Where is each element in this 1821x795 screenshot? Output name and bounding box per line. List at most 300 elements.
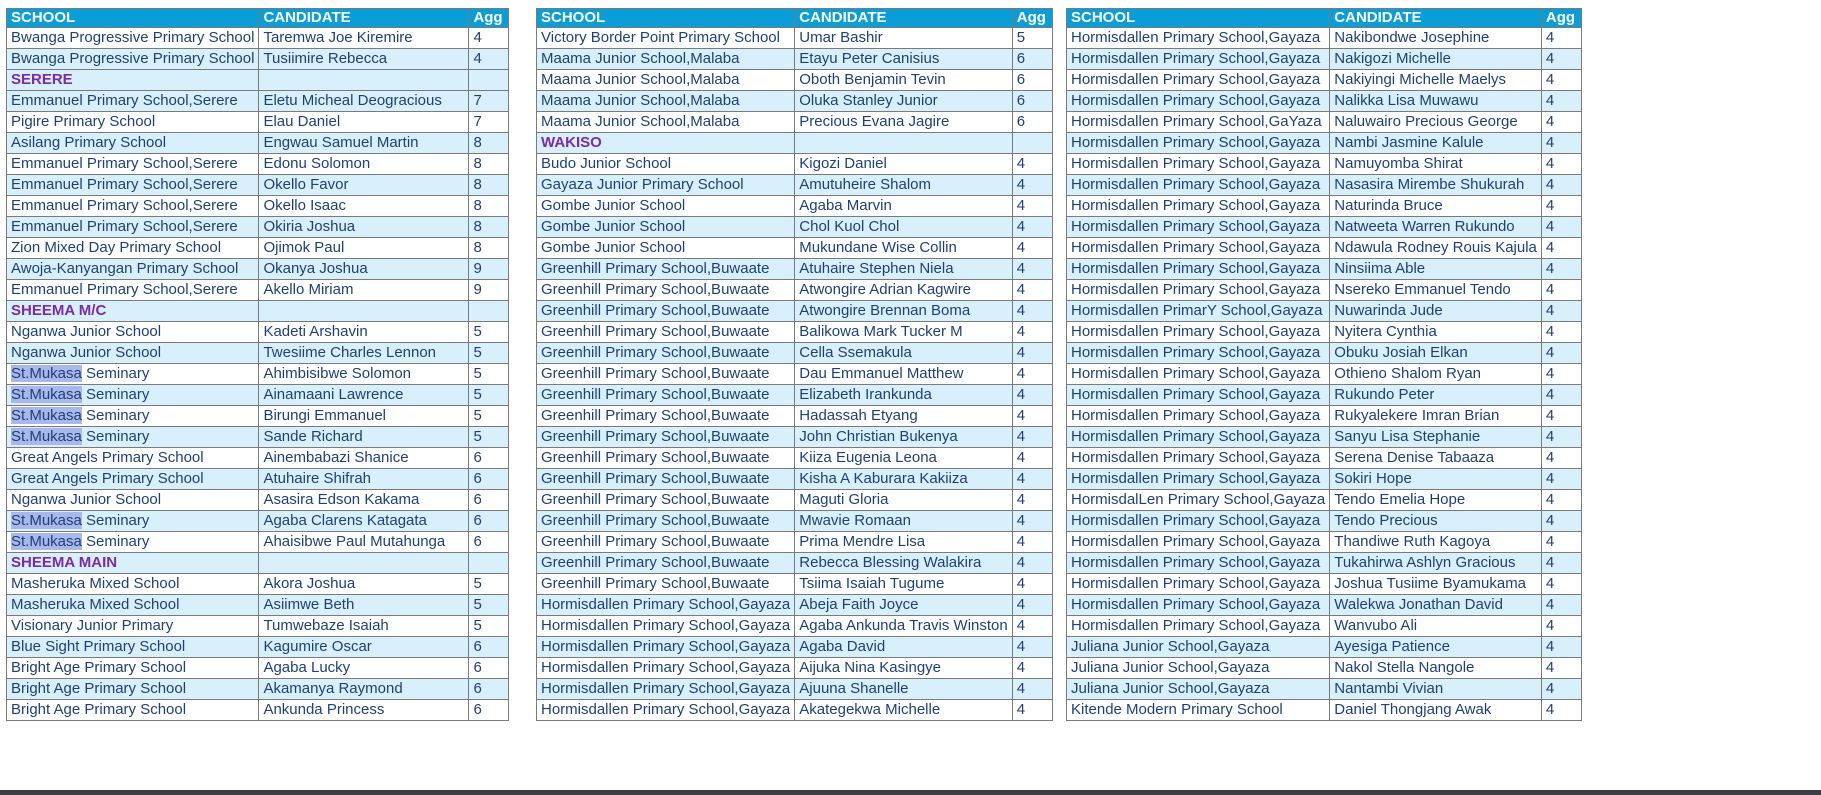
table-row (537, 511, 1053, 532)
agg-cell: 5 (469, 595, 509, 616)
candidate-cell: Nuwarinda Jude (1330, 301, 1542, 322)
candidate-cell: Etayu Peter Canisius (795, 49, 1012, 70)
agg-cell: 4 (1541, 259, 1581, 280)
agg-cell: 4 (1012, 154, 1052, 175)
agg-cell: 5 (469, 364, 509, 385)
table-row (1067, 679, 1582, 700)
school-cell: Greenhill Primary School,Buwaate (537, 343, 795, 364)
table-row (1067, 511, 1582, 532)
agg-cell: 4 (1541, 133, 1581, 154)
school-cell: Hormisdallen Primary School,Gayaza (1067, 511, 1330, 532)
agg-cell: 4 (1012, 280, 1052, 301)
candidate-cell: Akora Joshua (259, 574, 469, 595)
candidate-cell: Tumwebaze Isaiah (259, 616, 469, 637)
agg-cell: 8 (469, 133, 509, 154)
school-cell: Greenhill Primary School,Buwaate (537, 364, 795, 385)
school-cell: Hormisdallen Primary School,Gayaza (537, 616, 795, 637)
table-row (1067, 133, 1582, 154)
agg-cell: 4 (1012, 658, 1052, 679)
school-cell: Greenhill Primary School,Buwaate (537, 322, 795, 343)
table-row (7, 700, 509, 721)
agg-cell: 8 (469, 238, 509, 259)
agg-cell: 4 (1541, 490, 1581, 511)
table-row (1067, 280, 1582, 301)
school-cell: Bright Age Primary School (7, 700, 259, 721)
agg-cell: 6 (469, 511, 509, 532)
table-row (1067, 91, 1582, 112)
agg-cell: 6 (1012, 112, 1052, 133)
table-1 (6, 8, 509, 721)
candidate-cell: Oluka Stanley Junior (795, 91, 1012, 112)
school-cell (7, 406, 259, 427)
highlighted-text: St.Mukasa (11, 428, 82, 445)
table-row (7, 427, 509, 448)
empty-cell (469, 553, 509, 574)
table-row (1067, 595, 1582, 616)
school-cell: Greenhill Primary School,Buwaate (537, 406, 795, 427)
table-row (537, 364, 1053, 385)
agg-cell: 5 (469, 385, 509, 406)
candidate-cell: Agaba Lucky (259, 658, 469, 679)
candidate-cell: Akello Miriam (259, 280, 469, 301)
agg-cell: 4 (1012, 322, 1052, 343)
agg-cell: 6 (469, 469, 509, 490)
school-cell: Masheruka Mixed School (7, 574, 259, 595)
table-row (537, 448, 1053, 469)
table-row (1067, 532, 1582, 553)
school-cell: HormisdalLen Primary School,Gayaza (1067, 490, 1330, 511)
school-cell: Hormisdallen Primary School,Gayaza (1067, 385, 1330, 406)
empty-cell (1012, 133, 1052, 154)
agg-cell: 5 (1012, 28, 1052, 49)
school-cell: Maama Junior School,Malaba (537, 91, 795, 112)
table-row (7, 658, 509, 679)
agg-cell: 8 (469, 217, 509, 238)
empty-cell (259, 70, 469, 91)
candidate-cell: Ndawula Rodney Rouis Kajula (1330, 238, 1542, 259)
school-cell: Hormisdallen PrimarY School,Gayaza (1067, 301, 1330, 322)
agg-cell: 4 (1541, 49, 1581, 70)
school-cell: Hormisdallen Primary School,Gayaza (1067, 322, 1330, 343)
agg-cell: 4 (1012, 637, 1052, 658)
table-row (7, 532, 509, 553)
candidate-cell: Walekwa Jonathan David (1330, 595, 1542, 616)
agg-cell: 4 (1541, 154, 1581, 175)
school-cell: Hormisdallen Primary School,Gayaza (1067, 217, 1330, 238)
agg-cell: 4 (1541, 637, 1581, 658)
header-row (7, 9, 509, 28)
district-label: WAKISO (537, 133, 795, 154)
table-row (537, 700, 1053, 721)
agg-cell: 4 (1541, 217, 1581, 238)
candidate-cell: Sanyu Lisa Stephanie (1330, 427, 1542, 448)
table-row (7, 133, 509, 154)
school-cell: Greenhill Primary School,Buwaate (537, 511, 795, 532)
school-cell: Hormisdallen Primary School,Gayaza (1067, 427, 1330, 448)
agg-cell: 4 (1541, 322, 1581, 343)
results-table-2 (536, 8, 1053, 721)
candidate-cell: Engwau Samuel Martin (259, 133, 469, 154)
candidate-cell: Akamanya Raymond (259, 679, 469, 700)
table-row (537, 553, 1053, 574)
agg-cell: 4 (469, 28, 509, 49)
school-cell: Bwanga Progressive Primary School (7, 49, 259, 70)
school-cell: Hormisdallen Primary School,Gayaza (1067, 175, 1330, 196)
agg-cell: 9 (469, 259, 509, 280)
agg-cell: 6 (1012, 49, 1052, 70)
agg-cell: 4 (1541, 658, 1581, 679)
table-row (537, 49, 1053, 70)
candidate-cell: Ahaisibwe Paul Mutahunga (259, 532, 469, 553)
candidate-cell: Nambi Jasmine Kalule (1330, 133, 1542, 154)
agg-cell: 5 (469, 574, 509, 595)
district-label: SHEEMA M/C (7, 301, 259, 322)
school-cell: Juliana Junior School,Gayaza (1067, 658, 1330, 679)
school-cell: Emmanuel Primary School,Serere (7, 280, 259, 301)
table-row (537, 343, 1053, 364)
candidate-cell: Nakiyingi Michelle Maelys (1330, 70, 1542, 91)
school-cell: Greenhill Primary School,Buwaate (537, 448, 795, 469)
candidate-cell: Maguti Gloria (795, 490, 1012, 511)
table-row (537, 175, 1053, 196)
agg-cell: 6 (469, 490, 509, 511)
agg-cell: 5 (469, 343, 509, 364)
school-cell (7, 511, 259, 532)
agg-cell: 4 (1012, 553, 1052, 574)
table-row (7, 196, 509, 217)
candidate-cell: Tusiimire Rebecca (259, 49, 469, 70)
agg-cell: 4 (1012, 616, 1052, 637)
candidate-cell: Elau Daniel (259, 112, 469, 133)
agg-cell: 4 (1541, 406, 1581, 427)
table-row (537, 679, 1053, 700)
school-cell: Maama Junior School,Malaba (537, 112, 795, 133)
school-cell: Emmanuel Primary School,Serere (7, 175, 259, 196)
candidate-cell: Atwongire Brennan Boma (795, 301, 1012, 322)
school-cell: Asilang Primary School (7, 133, 259, 154)
candidate-cell: Nakigozi Michelle (1330, 49, 1542, 70)
table-row (1067, 616, 1582, 637)
table-body (7, 28, 509, 721)
agg-cell: 4 (1541, 364, 1581, 385)
agg-cell: 4 (1012, 595, 1052, 616)
school-cell: Hormisdallen Primary School,Gayaza (1067, 49, 1330, 70)
table-row (7, 175, 509, 196)
candidate-cell: Cella Ssemakula (795, 343, 1012, 364)
results-table-3 (1066, 8, 1582, 721)
candidate-cell: Sokiri Hope (1330, 469, 1542, 490)
table-row (537, 322, 1053, 343)
candidate-cell: Chol Kuol Chol (795, 217, 1012, 238)
table-row (7, 490, 509, 511)
agg-cell: 4 (1541, 616, 1581, 637)
candidate-cell: Agaba Marvin (795, 196, 1012, 217)
school-cell: Bwanga Progressive Primary School (7, 28, 259, 49)
table-row (7, 154, 509, 175)
candidate-cell: Abeja Faith Joyce (795, 595, 1012, 616)
agg-cell: 5 (469, 427, 509, 448)
agg-cell: 6 (469, 448, 509, 469)
agg-cell: 4 (1012, 574, 1052, 595)
agg-cell: 4 (1541, 28, 1581, 49)
school-cell: Hormisdallen Primary School,Gayaza (1067, 91, 1330, 112)
school-cell: Bright Age Primary School (7, 658, 259, 679)
table-row (1067, 637, 1582, 658)
table-row (1067, 364, 1582, 385)
table-row (537, 595, 1053, 616)
candidate-cell: Umar Bashir (795, 28, 1012, 49)
agg-cell: 8 (469, 175, 509, 196)
table-row (1067, 553, 1582, 574)
agg-cell: 4 (1012, 511, 1052, 532)
school-cell: Great Angels Primary School (7, 448, 259, 469)
candidate-cell: Joshua Tusiime Byamukama (1330, 574, 1542, 595)
school-text: Seminary (81, 428, 150, 445)
school-cell: Juliana Junior School,Gayaza (1067, 679, 1330, 700)
agg-cell: 4 (1541, 343, 1581, 364)
candidate-cell: Agaba Clarens Katagata (259, 511, 469, 532)
school-cell: Hormisdallen Primary School,Gayaza (1067, 133, 1330, 154)
agg-cell: 6 (469, 532, 509, 553)
agg-cell: 8 (469, 196, 509, 217)
agg-cell: 5 (469, 322, 509, 343)
agg-cell: 4 (1541, 679, 1581, 700)
candidate-cell: Nsereko Emmanuel Tendo (1330, 280, 1542, 301)
candidate-cell: Taremwa Joe Kiremire (259, 28, 469, 49)
school-cell: Zion Mixed Day Primary School (7, 238, 259, 259)
agg-cell: 4 (1541, 112, 1581, 133)
candidate-cell: Atuhaire Shifrah (259, 469, 469, 490)
table-row (537, 70, 1053, 91)
school-cell: Gayaza Junior Primary School (537, 175, 795, 196)
table-row (1067, 322, 1582, 343)
table-row (1067, 343, 1582, 364)
table-row (7, 28, 509, 49)
candidate-cell: Okello Favor (259, 175, 469, 196)
agg-cell: 4 (469, 49, 509, 70)
table-row (537, 406, 1053, 427)
school-cell: Pigire Primary School (7, 112, 259, 133)
table-row (1067, 217, 1582, 238)
agg-cell: 4 (1541, 238, 1581, 259)
agg-cell: 4 (1541, 595, 1581, 616)
table-row (1067, 406, 1582, 427)
candidate-cell: Akategekwa Michelle (795, 700, 1012, 721)
candidate-cell: Rebecca Blessing Walakira (795, 553, 1012, 574)
agg-cell: 4 (1541, 280, 1581, 301)
candidate-cell: Tendo Emelia Hope (1330, 490, 1542, 511)
candidate-cell: Nasasira Mirembe Shukurah (1330, 175, 1542, 196)
table-row (537, 469, 1053, 490)
district-label: SHEEMA MAIN (7, 553, 259, 574)
agg-cell: 4 (1012, 364, 1052, 385)
school-cell: Hormisdallen Primary School,Gayaza (537, 595, 795, 616)
candidate-cell: Namuyomba Shirat (1330, 154, 1542, 175)
candidate-cell: Prima Mendre Lisa (795, 532, 1012, 553)
school-cell: Hormisdallen Primary School,Gayaza (537, 679, 795, 700)
candidate-cell: Atwongire Adrian Kagwire (795, 280, 1012, 301)
school-cell (7, 385, 259, 406)
school-cell: Gombe Junior School (537, 238, 795, 259)
school-cell: Maama Junior School,Malaba (537, 70, 795, 91)
table-row (7, 511, 509, 532)
candidate-cell: Ankunda Princess (259, 700, 469, 721)
table-row (7, 595, 509, 616)
candidate-cell: Elizabeth Irankunda (795, 385, 1012, 406)
agg-header: Agg (1541, 9, 1581, 28)
table-row (537, 385, 1053, 406)
candidate-cell: Dau Emmanuel Matthew (795, 364, 1012, 385)
table-row (7, 469, 509, 490)
candidate-header: CANDIDATE (259, 9, 469, 28)
empty-cell (469, 70, 509, 91)
empty-cell (469, 301, 509, 322)
candidate-cell: Rukyalekere Imran Brian (1330, 406, 1542, 427)
agg-cell: 4 (1012, 175, 1052, 196)
table-row (1067, 301, 1582, 322)
school-cell: Hormisdallen Primary School,Gayaza (1067, 280, 1330, 301)
candidate-cell: Kigozi Daniel (795, 154, 1012, 175)
agg-cell: 4 (1012, 196, 1052, 217)
school-cell: Gombe Junior School (537, 196, 795, 217)
school-text: Seminary (81, 407, 150, 424)
table-row (537, 658, 1053, 679)
school-cell: Hormisdallen Primary School,Gayaza (1067, 28, 1330, 49)
school-cell: Greenhill Primary School,Buwaate (537, 280, 795, 301)
candidate-cell: Mwavie Romaan (795, 511, 1012, 532)
agg-cell: 4 (1541, 70, 1581, 91)
table-3 (1066, 8, 1582, 721)
school-cell: Hormisdallen Primary School,Gayaza (1067, 469, 1330, 490)
agg-cell: 4 (1012, 679, 1052, 700)
table-row (1067, 658, 1582, 679)
agg-cell: 4 (1012, 259, 1052, 280)
agg-cell: 6 (1012, 91, 1052, 112)
agg-cell: 4 (1541, 448, 1581, 469)
district-label: SERERE (7, 70, 259, 91)
candidate-cell: Nalikka Lisa Muwawu (1330, 91, 1542, 112)
table-row (7, 238, 509, 259)
table-row (7, 616, 509, 637)
header-row (537, 9, 1053, 28)
school-cell: Hormisdallen Primary School,Gayaza (1067, 574, 1330, 595)
table-2 (536, 8, 1053, 721)
school-cell: Hormisdallen Primary School,Gayaza (1067, 154, 1330, 175)
highlighted-text: St.Mukasa (11, 407, 82, 424)
school-cell: Nganwa Junior School (7, 322, 259, 343)
candidate-cell: Naturinda Bruce (1330, 196, 1542, 217)
candidate-cell: John Christian Bukenya (795, 427, 1012, 448)
school-header: SCHOOL (1067, 9, 1330, 28)
agg-cell: 4 (1012, 490, 1052, 511)
agg-cell: 6 (469, 679, 509, 700)
table-row (7, 259, 509, 280)
table-row (1067, 385, 1582, 406)
candidate-cell: Asasira Edson Kakama (259, 490, 469, 511)
empty-cell (259, 553, 469, 574)
candidate-cell: Agaba Ankunda Travis Winston (795, 616, 1012, 637)
school-header: SCHOOL (537, 9, 795, 28)
candidate-cell: Kadeti Arshavin (259, 322, 469, 343)
table-row (7, 343, 509, 364)
agg-cell: 4 (1541, 553, 1581, 574)
candidate-cell: Ainamaani Lawrence (259, 385, 469, 406)
school-cell: Hormisdallen Primary School,Gayaza (1067, 343, 1330, 364)
candidate-cell: Kiiza Eugenia Leona (795, 448, 1012, 469)
agg-header: Agg (1012, 9, 1052, 28)
table-row (537, 91, 1053, 112)
table-row (537, 196, 1053, 217)
table-row (1067, 154, 1582, 175)
candidate-cell: Oboth Benjamin Tevin (795, 70, 1012, 91)
school-cell: Emmanuel Primary School,Serere (7, 91, 259, 112)
table-row (537, 28, 1053, 49)
school-cell: Hormisdallen Primary School,Gayaza (537, 658, 795, 679)
candidate-cell: Rukundo Peter (1330, 385, 1542, 406)
group-header-row (7, 301, 509, 322)
table-row (537, 427, 1053, 448)
empty-cell (795, 133, 1012, 154)
agg-cell: 4 (1012, 532, 1052, 553)
candidate-cell: Okiria Joshua (259, 217, 469, 238)
agg-cell: 6 (1012, 70, 1052, 91)
school-cell: Hormisdallen Primary School,Gayaza (1067, 406, 1330, 427)
table-body (537, 28, 1053, 721)
school-cell: Nganwa Junior School (7, 343, 259, 364)
agg-cell: 9 (469, 280, 509, 301)
school-cell: Juliana Junior School,Gayaza (1067, 637, 1330, 658)
candidate-header: CANDIDATE (1330, 9, 1542, 28)
school-header: SCHOOL (7, 9, 259, 28)
agg-cell: 4 (1012, 343, 1052, 364)
candidate-cell: Naluwairo Precious George (1330, 112, 1542, 133)
school-cell: Nganwa Junior School (7, 490, 259, 511)
school-cell: Hormisdallen Primary School,Gayaza (1067, 448, 1330, 469)
table-row (7, 49, 509, 70)
school-cell: Greenhill Primary School,Buwaate (537, 301, 795, 322)
school-cell: Hormisdallen Primary School,Gayaza (1067, 196, 1330, 217)
candidate-cell: Nyitera Cynthia (1330, 322, 1542, 343)
candidate-cell: Ojimok Paul (259, 238, 469, 259)
candidate-cell: Twesiime Charles Lennon (259, 343, 469, 364)
group-header-row (7, 553, 509, 574)
school-cell: Gombe Junior School (537, 217, 795, 238)
table-row (537, 217, 1053, 238)
table-row (537, 259, 1053, 280)
candidate-cell: Amutuheire Shalom (795, 175, 1012, 196)
candidate-cell: Nakibondwe Josephine (1330, 28, 1542, 49)
candidate-cell: Othieno Shalom Ryan (1330, 364, 1542, 385)
candidate-cell: Tukahirwa Ashlyn Gracious (1330, 553, 1542, 574)
table-row (1067, 490, 1582, 511)
candidate-cell: Aijuka Nina Kasingye (795, 658, 1012, 679)
table-row (7, 637, 509, 658)
school-cell: Hormisdallen Primary School,Gayaza (1067, 259, 1330, 280)
agg-cell: 7 (469, 91, 509, 112)
table-row (1067, 238, 1582, 259)
candidate-cell: Nantambi Vivian (1330, 679, 1542, 700)
table-row (1067, 175, 1582, 196)
group-header-row (537, 133, 1053, 154)
table-body (1067, 28, 1582, 721)
agg-cell: 4 (1012, 469, 1052, 490)
agg-cell: 4 (1012, 217, 1052, 238)
candidate-cell: Sande Richard (259, 427, 469, 448)
candidate-cell: Eletu Micheal Deogracious (259, 91, 469, 112)
agg-cell: 6 (469, 700, 509, 721)
candidate-cell: Wanvubo Ali (1330, 616, 1542, 637)
candidate-cell: Agaba David (795, 637, 1012, 658)
